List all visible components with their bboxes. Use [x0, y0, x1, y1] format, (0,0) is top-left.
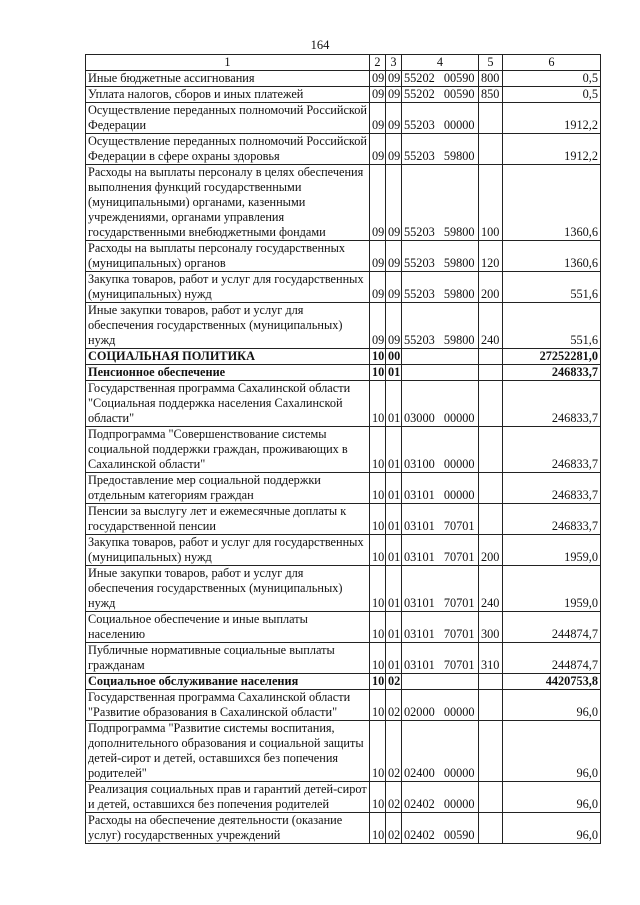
subsection-code: 00	[386, 349, 402, 365]
section-code: 09	[370, 303, 386, 349]
expense-type-code: 300	[479, 612, 503, 643]
expense-type-code: 850	[479, 87, 503, 103]
table-row	[86, 427, 601, 473]
item-name: Расходы на выплаты персоналу в целях обеспечения выполнения функций государственными (муниципальными) органами, казенными учреждениями, органами управления государственными внебюджетными фондами	[86, 165, 370, 241]
table-row	[86, 381, 601, 427]
item-name: Пенсии за выслугу лет и ежемесячные доплаты к государственной пенсии	[86, 504, 370, 535]
target-article-code: 55203 00000	[402, 103, 479, 134]
amount: 1360,6	[503, 165, 601, 241]
target-article-code: 03101 70701	[402, 504, 479, 535]
table-row	[86, 87, 601, 103]
item-name: Подпрограмма "Совершенствование системы социальной поддержки граждан, проживающих в Сахалинской области"	[86, 427, 370, 473]
amount: 1959,0	[503, 535, 601, 566]
section-code: 09	[370, 87, 386, 103]
amount: 246833,7	[503, 473, 601, 504]
item-name: Осуществление переданных полномочий Российской Федерации	[86, 103, 370, 134]
target-article-code: 03101 70701	[402, 612, 479, 643]
item-name: Осуществление переданных полномочий Российской Федерации в сфере охраны здоровья	[86, 134, 370, 165]
table-row	[86, 272, 601, 303]
subsection-code: 02	[386, 813, 402, 844]
header-row	[86, 55, 601, 71]
table-row	[86, 535, 601, 566]
subsection-code: 01	[386, 365, 402, 381]
table-row	[86, 103, 601, 134]
expense-type-code: 800	[479, 71, 503, 87]
subsection-code: 09	[386, 87, 402, 103]
amount: 1360,6	[503, 241, 601, 272]
target-article-code: 55203 59800	[402, 134, 479, 165]
item-name: Публичные нормативные социальные выплаты гражданам	[86, 643, 370, 674]
section-code: 10	[370, 782, 386, 813]
expense-type-code	[479, 721, 503, 782]
subsection-code: 01	[386, 612, 402, 643]
table-row	[86, 504, 601, 535]
item-name: Реализация социальных прав и гарантий детей-сирот и детей, оставшихся без попечения родителей	[86, 782, 370, 813]
subsection-code: 01	[386, 566, 402, 612]
subsection-code: 01	[386, 381, 402, 427]
table-row	[86, 782, 601, 813]
section-code: 10	[370, 381, 386, 427]
expense-type-code	[479, 381, 503, 427]
target-article-code: 02000 00000	[402, 690, 479, 721]
expense-type-code: 120	[479, 241, 503, 272]
amount: 1959,0	[503, 566, 601, 612]
item-name: Иные закупки товаров, работ и услуг для обеспечения государственных (муниципальных) нужд	[86, 566, 370, 612]
target-article-code	[402, 349, 479, 365]
section-code: 10	[370, 365, 386, 381]
budget-table	[85, 54, 601, 844]
target-article-code: 02402 00000	[402, 782, 479, 813]
target-article-code: 55202 00590	[402, 87, 479, 103]
table-row	[86, 612, 601, 643]
expense-type-code	[479, 473, 503, 504]
item-name: Расходы на обеспечение деятельности (оказание услуг) государственных учреждений	[86, 813, 370, 844]
amount: 27252281,0	[503, 349, 601, 365]
expense-type-code: 240	[479, 303, 503, 349]
subsection-code: 02	[386, 782, 402, 813]
target-article-code: 02402 00590	[402, 813, 479, 844]
target-article-code: 03101 70701	[402, 535, 479, 566]
target-article-code: 02400 00000	[402, 721, 479, 782]
subsection-code: 09	[386, 103, 402, 134]
section-code: 10	[370, 721, 386, 782]
expense-type-code	[479, 365, 503, 381]
subsection-code: 01	[386, 535, 402, 566]
subsection-code: 01	[386, 427, 402, 473]
table-row	[86, 349, 601, 365]
section-code: 09	[370, 272, 386, 303]
amount: 0,5	[503, 87, 601, 103]
expense-type-code	[479, 134, 503, 165]
table-row	[86, 365, 601, 381]
amount: 244874,7	[503, 612, 601, 643]
amount: 1912,2	[503, 134, 601, 165]
target-article-code: 03101 70701	[402, 643, 479, 674]
subsection-code: 09	[386, 241, 402, 272]
target-article-code: 03101 00000	[402, 473, 479, 504]
target-article-code: 03000 00000	[402, 381, 479, 427]
table-row	[86, 473, 601, 504]
target-article-code: 55203 59800	[402, 272, 479, 303]
subsection-code: 02	[386, 690, 402, 721]
table-row	[86, 690, 601, 721]
subsection-code: 09	[386, 134, 402, 165]
item-name: Предоставление мер социальной поддержки отдельным категориям граждан	[86, 473, 370, 504]
item-name: Иные бюджетные ассигнования	[86, 71, 370, 87]
section-code: 10	[370, 674, 386, 690]
table-row	[86, 566, 601, 612]
subsection-code: 09	[386, 71, 402, 87]
table-row	[86, 643, 601, 674]
item-name: Подпрограмма "Развитие системы воспитания, дополнительного образования и социальной защиты детей-сирот и детей, оставшихся без попечения родителей"	[86, 721, 370, 782]
item-name: Закупка товаров, работ и услуг для государственных (муниципальных) нужд	[86, 272, 370, 303]
header-col-1: 1	[86, 55, 370, 71]
amount: 246833,7	[503, 427, 601, 473]
section-code: 09	[370, 103, 386, 134]
amount: 246833,7	[503, 365, 601, 381]
section-code: 09	[370, 241, 386, 272]
target-article-code: 55203 59800	[402, 303, 479, 349]
item-name: Закупка товаров, работ и услуг для государственных (муниципальных) нужд	[86, 535, 370, 566]
target-article-code	[402, 674, 479, 690]
section-code: 10	[370, 504, 386, 535]
section-code: 10	[370, 427, 386, 473]
table-row	[86, 674, 601, 690]
expense-type-code	[479, 674, 503, 690]
expense-type-code	[479, 690, 503, 721]
table-row	[86, 813, 601, 844]
subsection-code: 09	[386, 165, 402, 241]
expense-type-code: 200	[479, 272, 503, 303]
table-row	[86, 71, 601, 87]
amount: 96,0	[503, 782, 601, 813]
item-name: СОЦИАЛЬНАЯ ПОЛИТИКА	[86, 349, 370, 365]
subsection-code: 09	[386, 272, 402, 303]
table-row	[86, 303, 601, 349]
amount: 96,0	[503, 813, 601, 844]
expense-type-code	[479, 504, 503, 535]
section-code: 10	[370, 535, 386, 566]
amount: 246833,7	[503, 504, 601, 535]
expense-type-code: 100	[479, 165, 503, 241]
subsection-code: 01	[386, 504, 402, 535]
expense-type-code	[479, 813, 503, 844]
target-article-code	[402, 365, 479, 381]
expense-type-code	[479, 349, 503, 365]
section-code: 10	[370, 349, 386, 365]
subsection-code: 01	[386, 473, 402, 504]
item-name: Уплата налогов, сборов и иных платежей	[86, 87, 370, 103]
amount: 1912,2	[503, 103, 601, 134]
header-col-2: 2	[370, 55, 386, 71]
item-name: Государственная программа Сахалинской области "Развитие образования в Сахалинской области"	[86, 690, 370, 721]
subsection-code: 02	[386, 674, 402, 690]
section-code: 10	[370, 813, 386, 844]
table-row	[86, 241, 601, 272]
item-name: Социальное обеспечение и иные выплаты населению	[86, 612, 370, 643]
expense-type-code: 200	[479, 535, 503, 566]
header-col-4: 4	[402, 55, 479, 71]
header-col-3: 3	[386, 55, 402, 71]
item-name: Расходы на выплаты персоналу государственных (муниципальных) органов	[86, 241, 370, 272]
section-code: 10	[370, 612, 386, 643]
item-name: Иные закупки товаров, работ и услуг для обеспечения государственных (муниципальных) нужд	[86, 303, 370, 349]
subsection-code: 02	[386, 721, 402, 782]
amount: 551,6	[503, 272, 601, 303]
subsection-code: 09	[386, 303, 402, 349]
item-name: Социальное обслуживание населения	[86, 674, 370, 690]
page-number: 164	[310, 38, 330, 52]
amount: 244874,7	[503, 643, 601, 674]
subsection-code: 01	[386, 643, 402, 674]
section-code: 09	[370, 165, 386, 241]
expense-type-code: 310	[479, 643, 503, 674]
expense-type-code	[479, 427, 503, 473]
amount: 96,0	[503, 690, 601, 721]
section-code: 10	[370, 643, 386, 674]
item-name: Пенсионное обеспечение	[86, 365, 370, 381]
section-code: 10	[370, 473, 386, 504]
header-col-5: 5	[479, 55, 503, 71]
table-row	[86, 721, 601, 782]
table-row	[86, 165, 601, 241]
target-article-code: 55203 59800	[402, 165, 479, 241]
target-article-code: 03101 70701	[402, 566, 479, 612]
amount: 551,6	[503, 303, 601, 349]
amount: 4420753,8	[503, 674, 601, 690]
section-code: 10	[370, 566, 386, 612]
section-code: 10	[370, 690, 386, 721]
item-name: Государственная программа Сахалинской области "Социальная поддержка населения Сахалинской области"	[86, 381, 370, 427]
section-code: 09	[370, 71, 386, 87]
section-code: 09	[370, 134, 386, 165]
table-row	[86, 134, 601, 165]
expense-type-code	[479, 782, 503, 813]
header-col-6: 6	[503, 55, 601, 71]
target-article-code: 55203 59800	[402, 241, 479, 272]
amount: 246833,7	[503, 381, 601, 427]
amount: 96,0	[503, 721, 601, 782]
target-article-code: 03100 00000	[402, 427, 479, 473]
expense-type-code: 240	[479, 566, 503, 612]
amount: 0,5	[503, 71, 601, 87]
target-article-code: 55202 00590	[402, 71, 479, 87]
expense-type-code	[479, 103, 503, 134]
